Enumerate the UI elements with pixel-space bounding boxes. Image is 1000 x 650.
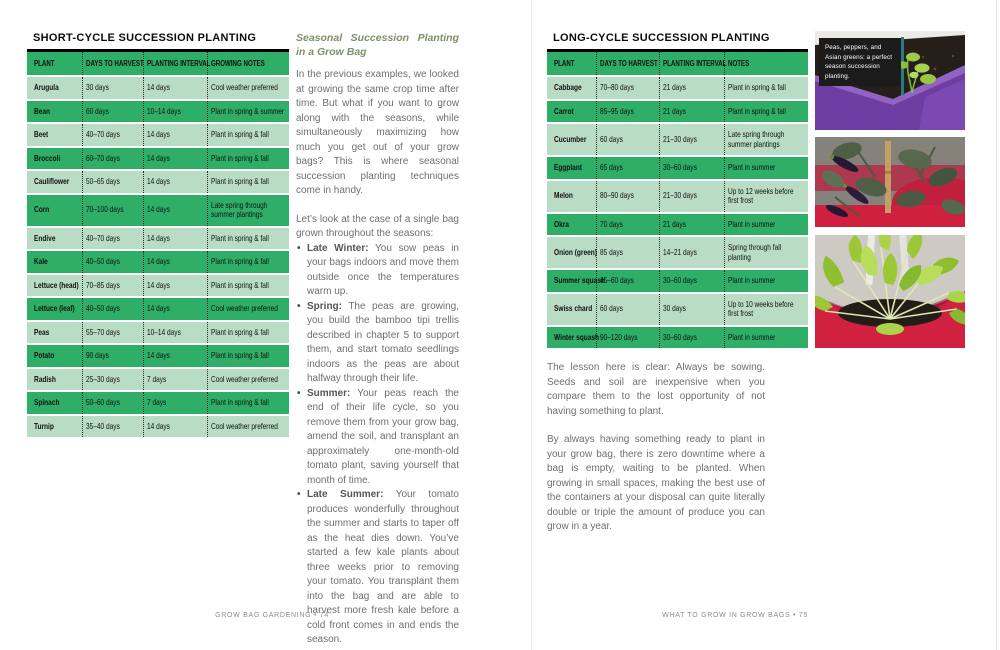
table-header-row: [547, 51, 808, 77]
cell-notes: Spring through fall planting: [724, 236, 808, 269]
cell-plant: Cauliflower: [34, 176, 70, 186]
table-row: [547, 100, 808, 124]
cell-growing-notes: Late spring through summer plantings: [208, 194, 289, 227]
cell-plant: Lettuce (leaf): [34, 303, 75, 313]
cell-plant: Onion (green): [554, 246, 597, 257]
cell-planting-interval: 14 days: [144, 250, 208, 274]
cell-notes: Plant in summer: [724, 156, 808, 180]
table-row: [547, 180, 808, 213]
cell-days-to-harvest: 30 days: [82, 76, 144, 100]
cell-plant: Cabbage: [554, 82, 582, 92]
table-row: [27, 76, 289, 100]
cell-plant: Peas: [34, 326, 50, 337]
cell-growing-notes: Plant in spring & fall: [208, 170, 289, 194]
bullet-summer: • Summer: Your peas reach the end of their life cycle, so you remove them from your grow bag, amend the soil, and transplant an approximately one-month-old tomato plant, saving yourself that month of time.: [296, 387, 459, 489]
cell-planting-interval: 7 days: [144, 391, 208, 415]
bullet-late-summer: • Late Summer: Your tomato produces wonderfully throughout the summer and starts to taper off as the heat dies down. You’ve started a few kale plants about three weeks prior to removing your tomato. You transplant them into the bag and are able to harvest more fresh kale before a cold front comes in and ends the season.: [296, 488, 459, 648]
cell-planting-interval: 21–30 days: [659, 123, 724, 156]
cell-days-to-harvest: 50–65 days: [82, 170, 144, 194]
cell-days-to-harvest: 60 days: [597, 293, 660, 326]
left-page-folio: GROW BAG GARDENING • 74: [215, 612, 329, 619]
cell-growing-notes: Plant in spring & fall: [208, 321, 289, 345]
cell-plant: Summer squash: [554, 275, 605, 285]
table-row: [27, 194, 289, 227]
right-page-folio: WHAT TO GROW IN GROW BAGS • 75: [662, 612, 808, 619]
table-row: [27, 344, 289, 368]
cell-days-to-harvest: 90 days: [82, 344, 144, 368]
cell-planting-interval: 14 days: [144, 76, 208, 100]
cell-days-to-harvest: 25–30 days: [82, 368, 144, 392]
table-row: [27, 100, 289, 124]
cell-planting-interval: 14 days: [144, 227, 208, 251]
photo-asian-greens: [815, 235, 965, 348]
pepper-plant-illustration: [815, 137, 965, 227]
cell-plant: Swiss chard: [554, 303, 593, 314]
cell-plant: Okra: [554, 218, 569, 229]
cell-notes: Late spring through summer plantings: [724, 123, 808, 156]
col-growing-notes: GROWING NOTES: [208, 51, 289, 77]
table-row: [547, 76, 808, 100]
cell-plant: Turnip: [34, 420, 54, 431]
cell-notes: Plant in spring & fall: [724, 100, 808, 124]
cell-days-to-harvest: 50–60 days: [82, 391, 144, 415]
table-row: [547, 156, 808, 180]
cell-planting-interval: 21 days: [659, 213, 724, 237]
lesson-paragraph-2: By always having something ready to plant in your grow bag, there is zero downtime where a bag is empty, waiting to be planted. When growing in small spaces, making the best use of the containers at your disposal can quite literally double or triple the amount of produce you can grow in a year.: [547, 434, 765, 532]
seasonal-lead-in: Let’s look at the case of a single bag grown throughout the seasons:: [296, 213, 459, 239]
cell-planting-interval: 14 days: [144, 147, 208, 171]
table-row: [547, 269, 808, 293]
col-planting-interval: PLANTING INTERVAL: [659, 51, 724, 77]
bullet-spring: • Spring: The peas are growing, you build the bamboo tipi trellis described in chapter 5 to support them, and start tomato seedlings indoors as the peas are about halfway through their life.: [296, 300, 459, 387]
cell-plant: Cucumber: [554, 133, 587, 144]
cell-growing-notes: Plant in spring & fall: [208, 227, 289, 251]
col-plant: PLANT: [547, 51, 597, 77]
asian-greens-illustration: [815, 235, 965, 348]
cell-days-to-harvest: 60–70 days: [82, 147, 144, 171]
cell-growing-notes: Plant in spring & fall: [208, 274, 289, 298]
cell-plant: Broccoli: [34, 152, 61, 163]
cell-plant: Potato: [34, 350, 55, 360]
season-bullet-list: [296, 242, 459, 648]
cell-planting-interval: 14 days: [144, 194, 208, 227]
table-row: [547, 213, 808, 237]
cell-growing-notes: Cool weather preferred: [208, 368, 289, 392]
cell-days-to-harvest: 70–100 days: [82, 194, 144, 227]
table-row: [27, 321, 289, 345]
cell-planting-interval: 30 days: [659, 293, 724, 326]
cell-notes: Plant in summer: [724, 213, 808, 237]
cell-days-to-harvest: 70–85 days: [82, 274, 144, 298]
cell-days-to-harvest: 40–50 days: [82, 250, 144, 274]
table-row: [27, 368, 289, 392]
cell-growing-notes: Plant in spring & summer: [208, 100, 289, 124]
cell-growing-notes: Plant in spring & fall: [208, 123, 289, 147]
cell-planting-interval: 14–21 days: [659, 236, 724, 269]
cell-plant: Spinach: [34, 397, 60, 407]
cell-planting-interval: 14 days: [144, 274, 208, 298]
cell-days-to-harvest: 85–95 days: [597, 100, 660, 124]
cell-plant: Eggplant: [554, 162, 582, 172]
cell-days-to-harvest: 85 days: [597, 236, 660, 269]
short-cycle-section: [27, 32, 289, 437]
long-cycle-section: [547, 32, 808, 549]
cell-growing-notes: Cool weather preferred: [208, 76, 289, 100]
cell-days-to-harvest: 60 days: [597, 123, 660, 156]
cell-plant: Beet: [34, 129, 49, 139]
cell-growing-notes: Plant in spring & fall: [208, 250, 289, 274]
table-row: [27, 170, 289, 194]
photo-pea-seedling: [815, 31, 965, 130]
long-cycle-table: [547, 49, 808, 348]
cell-days-to-harvest: 70 days: [597, 213, 660, 237]
cell-growing-notes: Cool weather preferred: [208, 415, 289, 438]
cell-planting-interval: 21–30 days: [659, 180, 724, 213]
cell-days-to-harvest: 55–70 days: [82, 321, 144, 345]
cell-days-to-harvest: 40–70 days: [82, 227, 144, 251]
cell-days-to-harvest: 90–120 days: [597, 326, 660, 349]
page-edge-line: [996, 0, 997, 650]
cell-planting-interval: 10–14 days: [144, 100, 208, 124]
table-row: [27, 250, 289, 274]
cell-planting-interval: 30–60 days: [659, 156, 724, 180]
table-row: [27, 415, 289, 438]
seasonal-succession-column: [296, 32, 459, 648]
table-header-row: [27, 51, 289, 77]
cell-plant: Lettuce (head): [34, 279, 79, 290]
table-row: [27, 147, 289, 171]
short-cycle-table: [27, 49, 289, 437]
cell-notes: Plant in summer: [724, 269, 808, 293]
seasonal-heading: Seasonal Succession Planting in a Grow Bag: [296, 32, 459, 58]
cell-days-to-harvest: 70–80 days: [597, 76, 660, 100]
cell-planting-interval: 14 days: [144, 170, 208, 194]
short-cycle-title: SHORT-CYCLE SUCCESSION PLANTING: [33, 32, 257, 44]
cell-plant: Melon: [554, 190, 573, 201]
cell-planting-interval: 30–60 days: [659, 269, 724, 293]
table-row: [27, 297, 289, 321]
cell-planting-interval: 14 days: [144, 297, 208, 321]
table-row: [27, 227, 289, 251]
cell-planting-interval: 21 days: [659, 100, 724, 124]
table-row: [547, 293, 808, 326]
cell-days-to-harvest: 60 days: [82, 100, 144, 124]
cell-planting-interval: 14 days: [144, 344, 208, 368]
short-cycle-table-body: [27, 76, 289, 437]
cell-days-to-harvest: 35–40 days: [82, 415, 144, 438]
bullet-late-winter: • Late Winter: You sow peas in your bags indoors and move them outside once the temperatures warm up.: [296, 242, 459, 300]
long-cycle-title: LONG-CYCLE SUCCESSION PLANTING: [553, 32, 770, 44]
cell-growing-notes: Cool weather preferred: [208, 297, 289, 321]
col-notes: NOTES: [724, 51, 808, 77]
cell-plant: Endive: [34, 232, 56, 243]
cell-notes: Up to 12 weeks before first frost: [724, 180, 808, 213]
cell-days-to-harvest: 65 days: [597, 156, 660, 180]
cell-planting-interval: 10–14 days: [144, 321, 208, 345]
cell-plant: Radish: [34, 373, 56, 384]
cell-plant: Corn: [34, 204, 50, 215]
lesson-paragraph-1: The lesson here is clear: Always be sowing. Seeds and soil are inexpensive when you compare them to the lost opportunity of not having something to plant.: [547, 362, 765, 417]
col-days-to-harvest: DAYS TO HARVEST: [597, 51, 660, 77]
cell-growing-notes: Plant in spring & fall: [208, 391, 289, 415]
photo-caption: Peas, peppers, and Asian greens: a perfect season succession planting.: [819, 38, 901, 86]
col-plant: PLANT: [27, 51, 82, 77]
cell-plant: Arugula: [34, 82, 59, 92]
col-planting-interval: PLANTING INTERVAL: [144, 51, 208, 77]
cell-days-to-harvest: 80–90 days: [597, 180, 660, 213]
cell-notes: Up to 10 weeks before first frost: [724, 293, 808, 326]
table-row: [547, 123, 808, 156]
table-row: [27, 274, 289, 298]
table-row: [27, 391, 289, 415]
cell-planting-interval: 14 days: [144, 123, 208, 147]
seasonal-intro-paragraph: In the previous examples, we looked at growing the same crop time after time. But what if you want to grow along with the seasons, while simultaneously maximizing how much you get out of your grow bags? This is where seasonal succession planting techniques come in handy.: [296, 69, 459, 196]
page-gutter-line: [531, 0, 532, 650]
cell-planting-interval: 7 days: [144, 368, 208, 392]
table-row: [27, 123, 289, 147]
col-days-to-harvest: DAYS TO HARVEST: [82, 51, 144, 77]
cell-planting-interval: 14 days: [144, 415, 208, 438]
long-cycle-table-header: [547, 51, 808, 77]
cell-plant: Carrot: [554, 105, 574, 116]
lesson-text: [547, 361, 765, 535]
cell-planting-interval: 30–60 days: [659, 326, 724, 349]
table-row: [547, 326, 808, 349]
cell-days-to-harvest: 40–70 days: [82, 123, 144, 147]
cell-growing-notes: Plant in spring & fall: [208, 344, 289, 368]
cell-growing-notes: Plant in spring & fall: [208, 147, 289, 171]
cell-days-to-harvest: 40–50 days: [82, 297, 144, 321]
cell-plant: Kale: [34, 256, 48, 266]
cell-plant: Winter squash: [554, 331, 600, 342]
table-row: [547, 236, 808, 269]
cell-notes: Plant in summer: [724, 326, 808, 349]
long-cycle-table-body: [547, 76, 808, 348]
cell-days-to-harvest: 45–60 days: [597, 269, 660, 293]
photo-pepper-plant: [815, 137, 965, 227]
cell-plant: Bean: [34, 105, 51, 116]
cell-planting-interval: 21 days: [659, 76, 724, 100]
cell-notes: Plant in spring & fall: [724, 76, 808, 100]
short-cycle-table-header: [27, 51, 289, 77]
